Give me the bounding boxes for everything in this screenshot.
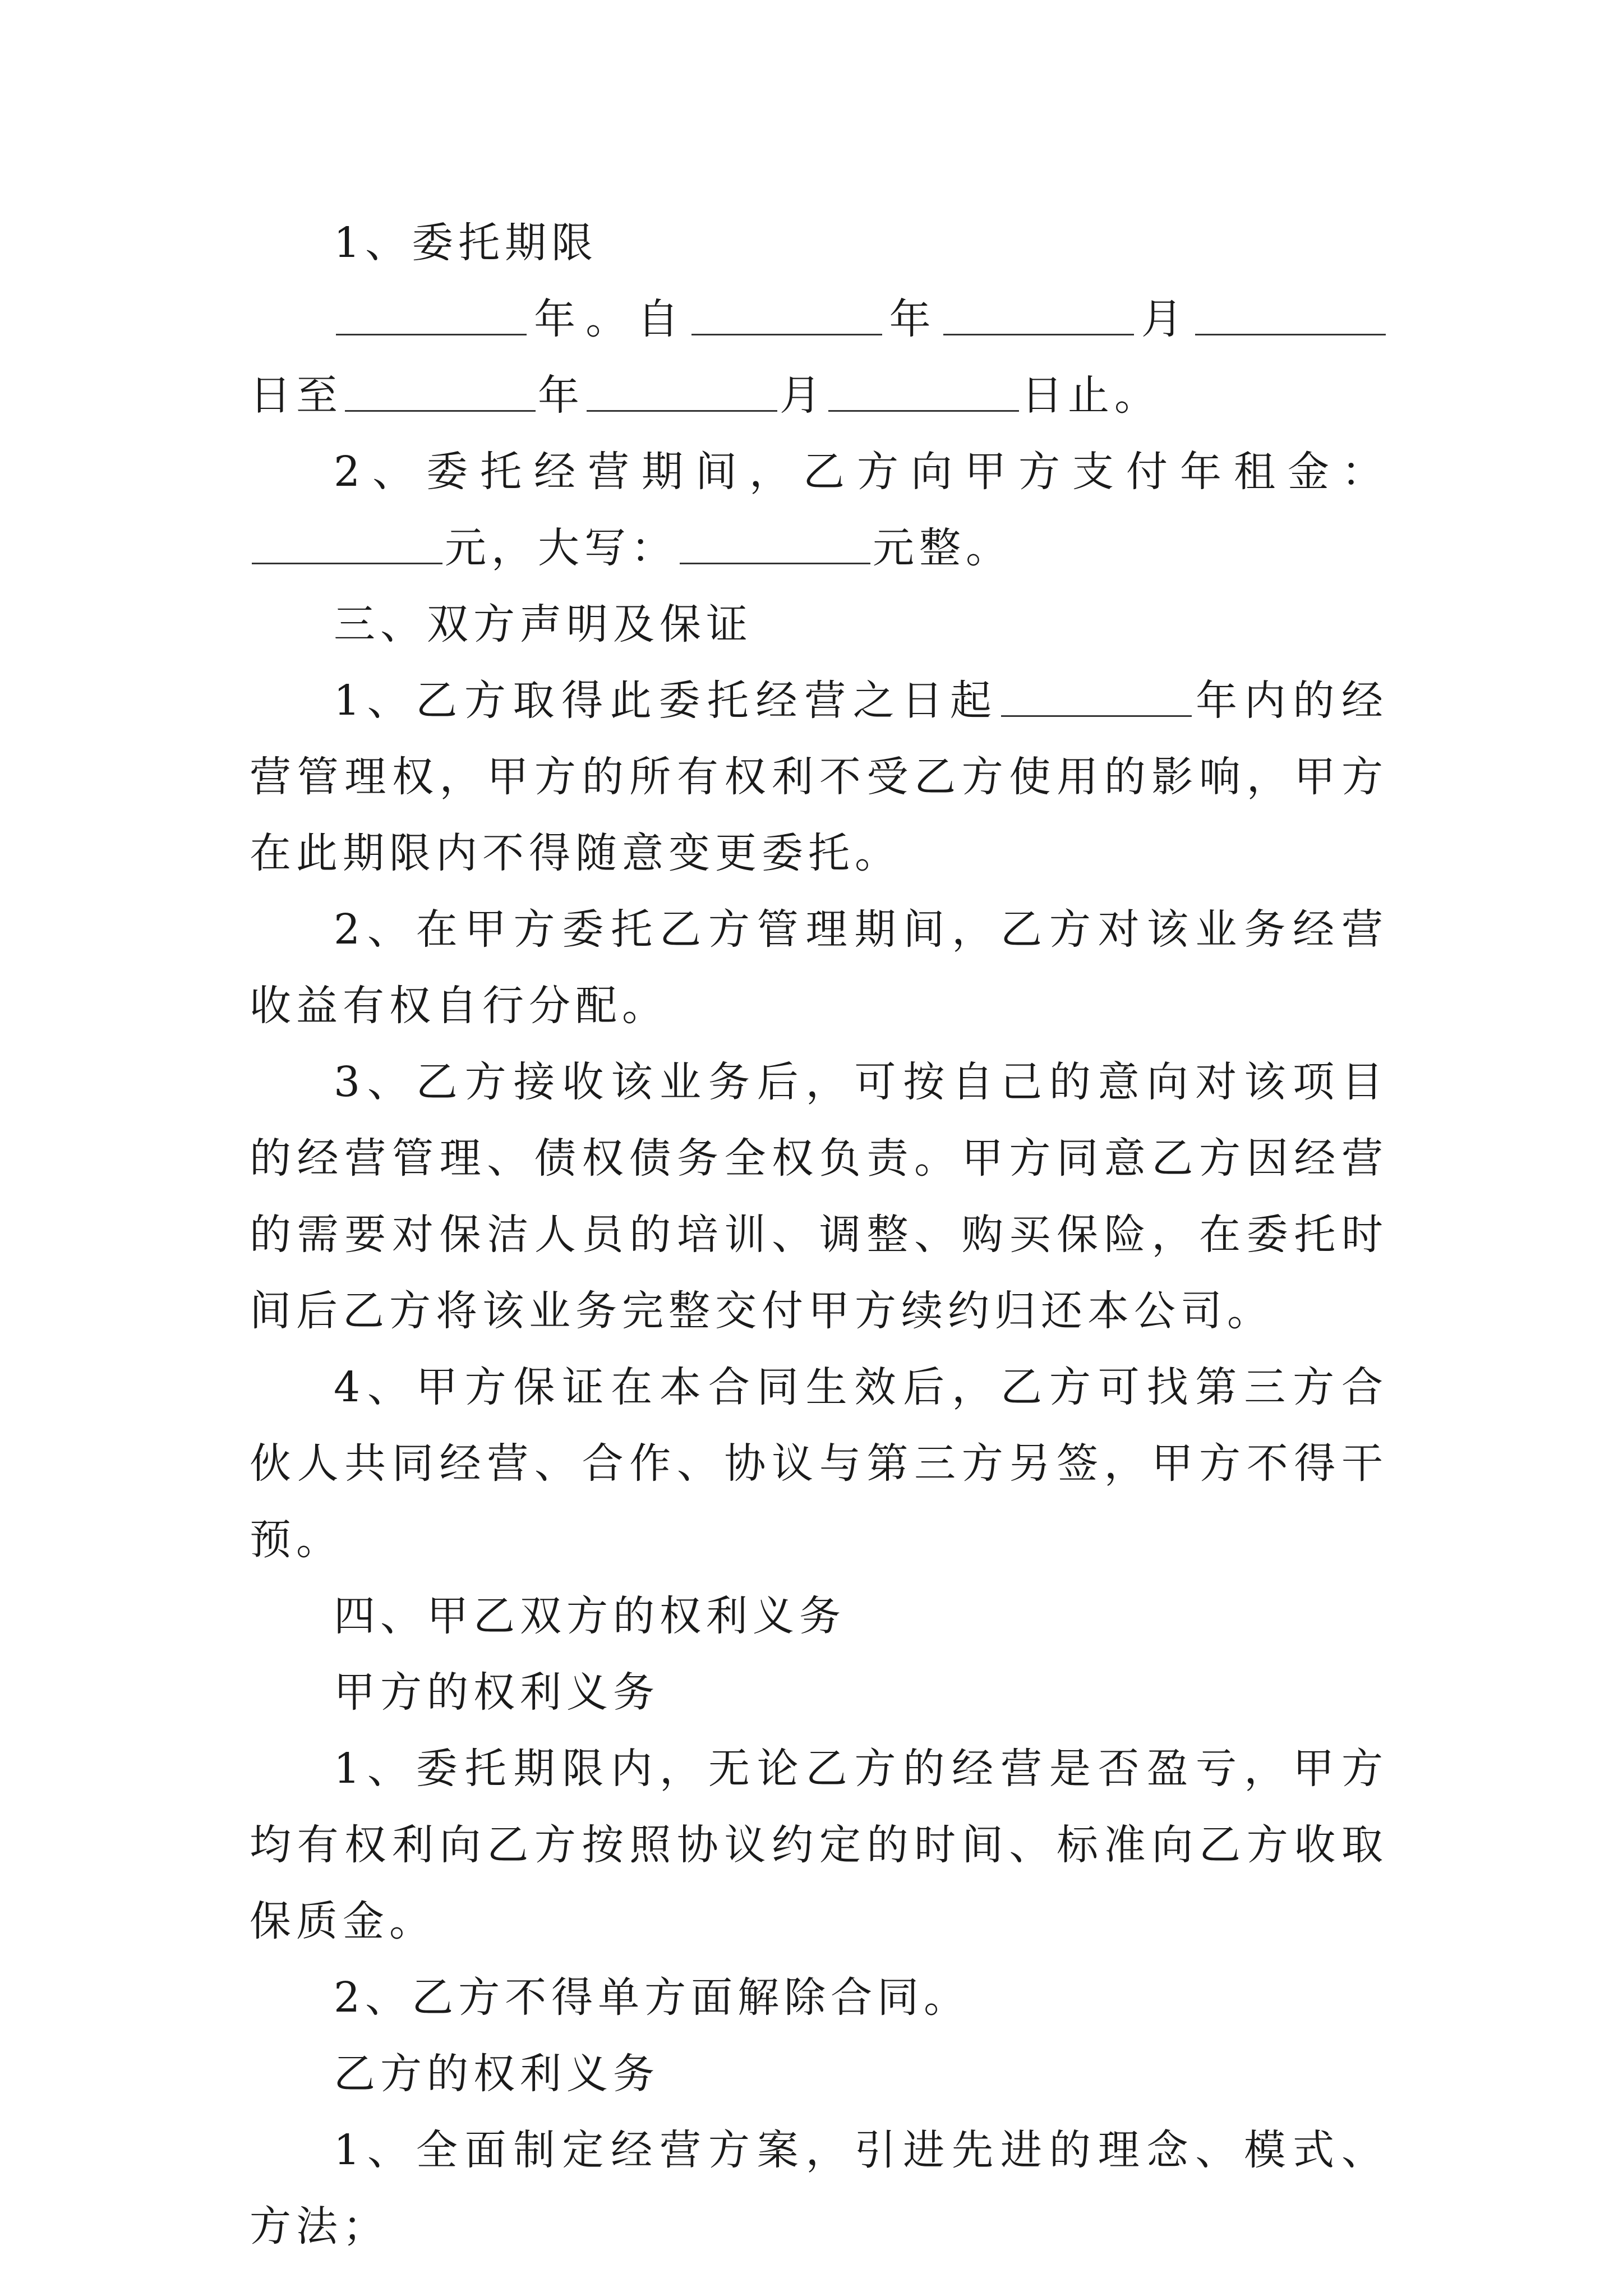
clause-party-a-termination: 2、乙方不得单方面解除合同。 bbox=[334, 1973, 971, 2022]
blank-years[interactable] bbox=[336, 295, 527, 335]
blank-end-day[interactable] bbox=[828, 371, 1019, 412]
subheading-party-b: 乙方的权利义务 bbox=[334, 2050, 660, 2098]
clause-third-party: 4、甲方保证在本合同生效后，乙方可找第三方合伙人共同经营、合作、协议与第三方另签，甲方不得干预。 bbox=[250, 1363, 1388, 1564]
document-body bbox=[250, 205, 1388, 2265]
clause-management-right: 1、乙方取得此委托经营之日起 年内的经营管理权，甲方的所有权利不受乙方使用的影响，甲方在此期限内不得随意变更委托。 bbox=[250, 677, 1388, 877]
section-heading-rights-obligations: 四、甲乙双方的权利义务 bbox=[334, 1592, 846, 1640]
clause-revenue-distribution: 2、在甲方委托乙方管理期间，乙方对该业务经营收益有权自行分配。 bbox=[250, 905, 1388, 1030]
blank-start-day[interactable] bbox=[1195, 295, 1386, 335]
blank-start-year[interactable] bbox=[691, 295, 882, 335]
clause-term-dates: 年。自 年 月日至 年 月 日止。 bbox=[250, 281, 1388, 434]
blank-start-month[interactable] bbox=[943, 295, 1134, 335]
section-heading-declarations: 三、双方声明及保证 bbox=[334, 600, 753, 648]
clause-operation-responsibility: 3、乙方接收该业务后，可按自己的意向对该项目的经营管理、债权债务全权负责。甲方同意乙方因经营的需要对保洁人员的培训、调整、购买保险，在委托时间后乙方将该业务完整交付甲方续约归还本公司。 bbox=[250, 1058, 1388, 1335]
subheading-party-a: 甲方的权利义务 bbox=[334, 1668, 660, 1717]
blank-end-month[interactable] bbox=[587, 371, 777, 412]
blank-management-years[interactable] bbox=[1001, 676, 1192, 717]
clause-party-a-deposit: 1、委托期限内，无论乙方的经营是否盈亏，甲方均有权利向乙方按照协议约定的时间、标准向乙方收取保质金。 bbox=[250, 1745, 1388, 1945]
clause-entrust-term: 1、委托期限 bbox=[334, 219, 598, 267]
clause-party-b-plan: 1、全面制定经营方案，引进先进的理念、模式、方法； bbox=[250, 2126, 1388, 2251]
blank-rent-amount[interactable] bbox=[252, 523, 442, 564]
blank-rent-uppercase[interactable] bbox=[680, 523, 870, 564]
clause-annual-rent: 2、委托经营期间，乙方向甲方支付年租金：元，大写： 元整。 bbox=[250, 434, 1388, 586]
blank-end-year[interactable] bbox=[345, 371, 536, 412]
